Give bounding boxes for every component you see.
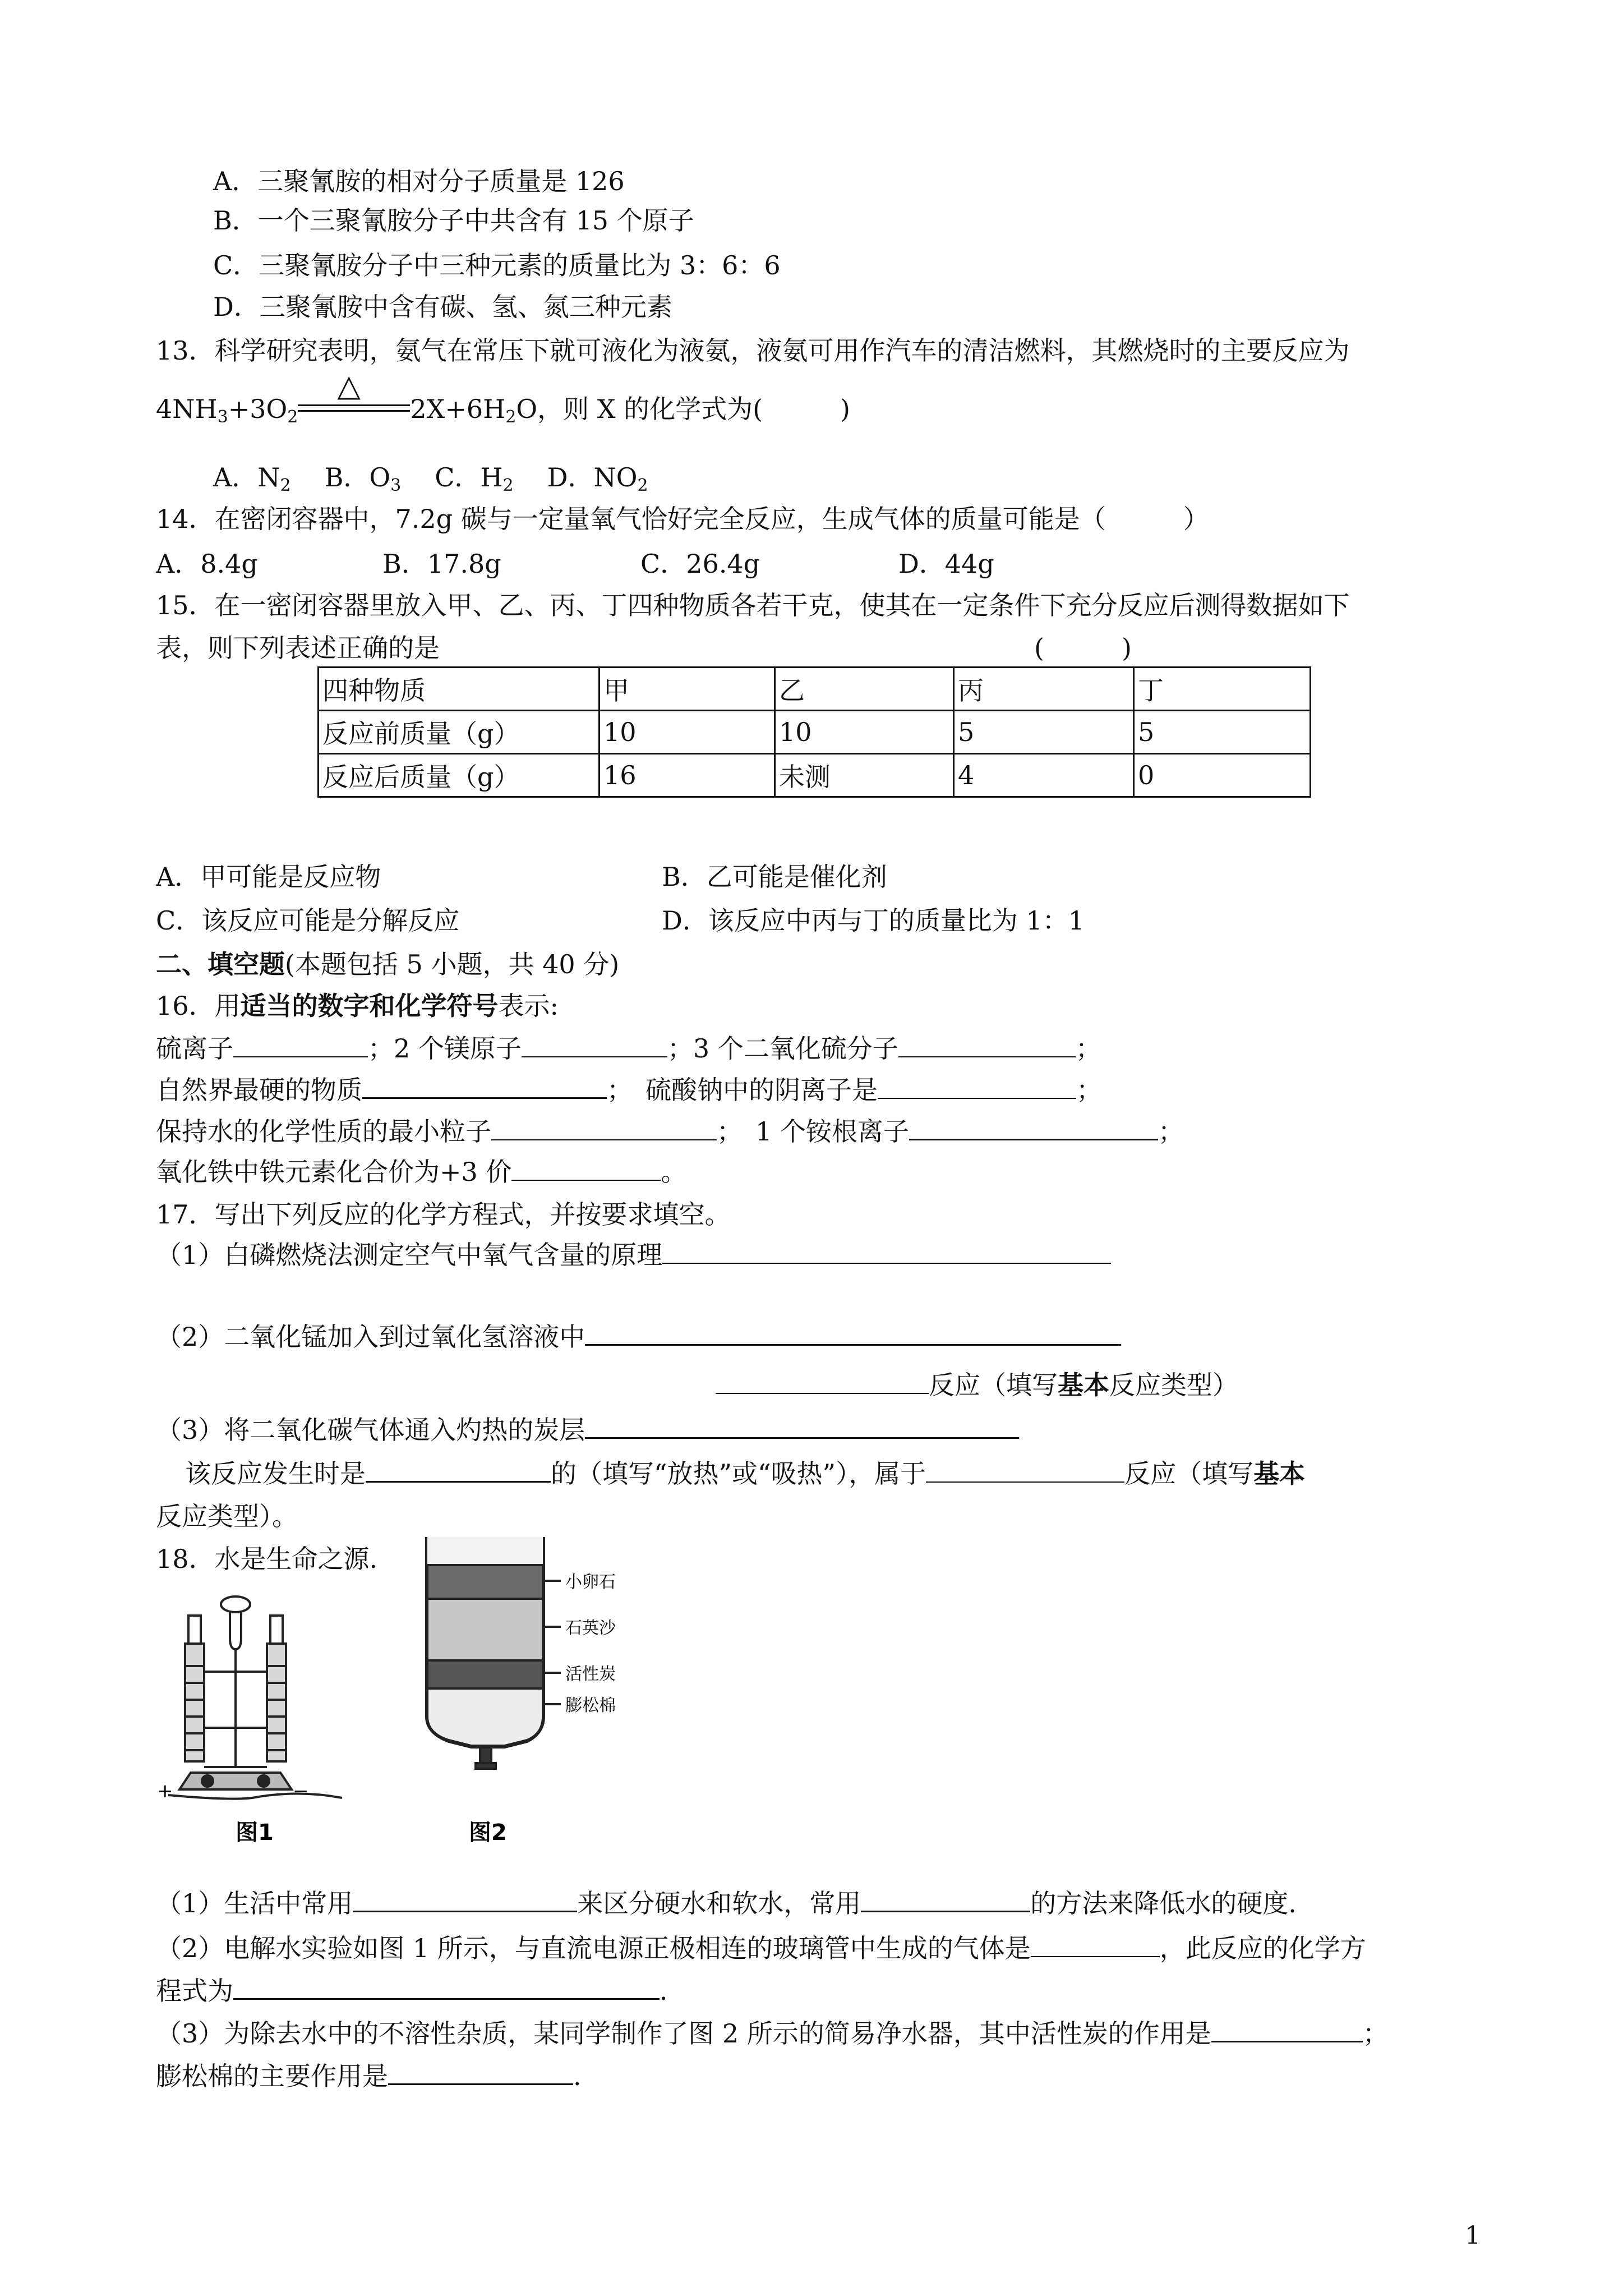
table-cell: 5 — [1134, 711, 1311, 754]
q14-option-b: B．17.8g — [382, 549, 501, 579]
q18-part2: （2）电解水实验如图 1 所示，与直流电源正极相连的玻璃管中生成的气体是 ，此反应的化学方 — [156, 1933, 1366, 1963]
table-cell: 16 — [600, 754, 775, 797]
q12-option-c: C．三聚氰胺分子中三种元素的质量比为 3：6：6 — [213, 250, 781, 280]
water-purifier-figure — [415, 1531, 639, 1846]
table-cell: 10 — [775, 711, 954, 754]
q12-option-b: B．一个三聚氰胺分子中共含有 15 个原子 — [213, 205, 694, 236]
filter-layer-label: 石英沙 — [565, 1618, 616, 1638]
q16-line4: 氧化铁中铁元素化合价为+3 价 。 — [156, 1157, 687, 1187]
table-cell: 未测 — [775, 754, 954, 797]
table-cell: 10 — [600, 711, 775, 754]
answer-blank[interactable] — [388, 2061, 573, 2085]
q15-option-c: C．该反应可能是分解反应 — [156, 905, 460, 936]
table-row — [319, 668, 1311, 711]
q14-stem: 14．在密闭容器中，7.2g 碳与一定量氧气恰好完全反应，生成气体的质量可能是（ ） — [156, 504, 1209, 534]
table-cell: 5 — [954, 711, 1134, 754]
q15-stem-line1: 15．在一密闭容器里放入甲、乙、丙、丁四种物质各若干克，使其在一定条件下充分反应后测得数据如下 — [156, 590, 1350, 620]
answer-blank[interactable] — [926, 1459, 1124, 1483]
answer-blank[interactable] — [366, 1458, 551, 1483]
q17-part3: （3）将二氧化碳气体通入灼热的炭层 — [156, 1414, 1019, 1446]
page-number: 1 — [1465, 2221, 1481, 2250]
q15-answer-paren: ( ) — [1034, 633, 1132, 663]
q13-equation: $4NH_3+3O_2$ △ $2X+6H_2O$，则 X 的化学式为( ) — [156, 368, 851, 427]
answer-blank[interactable] — [491, 1117, 717, 1140]
q15-data-table — [317, 666, 1311, 798]
q16-line1: 硫离子 ；2 个镁原子 ；3 个二氧化硫分子 ； — [156, 1033, 1101, 1064]
q17-part2: （2）二氧化锰加入到过氧化氢溶液中 — [156, 1320, 1121, 1353]
table-header-cell: 丙 — [954, 668, 1134, 711]
answer-blank[interactable] — [861, 1888, 1030, 1912]
q17-part3-type: 反应类型）。 — [156, 1501, 298, 1531]
table-header-cell: 丁 — [1134, 668, 1311, 711]
answer-blank[interactable] — [1031, 1934, 1160, 1957]
table-header-cell: 四种物质 — [319, 668, 600, 711]
q14-option-d: D．44g — [898, 549, 994, 579]
heat-triangle-icon: △ — [337, 368, 361, 403]
table-header-cell: 乙 — [775, 668, 954, 711]
table-cell: 反应前质量（g） — [319, 711, 600, 754]
q12-option-a: A．三聚氰胺的相对分子质量是 126 — [213, 166, 625, 196]
q16-line2: 自然界最硬的物质 ； 硫酸钠中的阴离子是 ； — [156, 1075, 1102, 1105]
section-heading: 二、填空题(本题包括 5 小题，共 40 分) — [156, 949, 620, 979]
q15-option-d: D．该反应中丙与丁的质量比为 1：1 — [662, 905, 1085, 936]
q17-part2-type: 反应（填写基本反应类型） — [716, 1369, 1238, 1401]
answer-blank[interactable] — [362, 1075, 607, 1099]
answer-blank[interactable] — [511, 1157, 661, 1181]
q18-part2-equation: 程式为 ． — [156, 1976, 685, 2006]
answer-blank[interactable] — [233, 1976, 660, 2000]
q17-part1: （1）白磷燃烧法测定空气中氧气含量的原理 — [156, 1239, 1111, 1271]
q16-stem: 16．用适当的数字和化学符号表示: — [156, 991, 559, 1021]
answer-blank[interactable] — [1211, 2018, 1363, 2042]
filter-layer-label: 活性炭 — [565, 1664, 616, 1684]
q13-stem: 13．科学研究表明，氨气在常压下就可液化为液氨，液氨可用作汽车的清洁燃料，其燃烧时的主要反应为 — [156, 335, 1350, 366]
electrolysis-apparatus-figure — [151, 1582, 365, 1846]
q15-stem-line2: 表，则下列表述正确的是 — [156, 633, 440, 663]
q16-line3: 保持水的化学性质的最小粒子 ； 1 个铵根离子 ； — [156, 1116, 1184, 1147]
answer-blank[interactable] — [585, 1322, 1121, 1346]
answer-blank[interactable] — [522, 1034, 667, 1057]
answer-blank[interactable] — [353, 1888, 577, 1912]
filter-layer-label: 膨松棉 — [565, 1696, 616, 1715]
answer-blank[interactable] — [898, 1034, 1076, 1057]
table-header-cell: 甲 — [600, 668, 775, 711]
answer-blank[interactable] — [716, 1370, 929, 1394]
figure1-caption: 图1 — [236, 1820, 274, 1846]
q12-option-d: D．三聚氰胺中含有碳、氢、氮三种元素 — [213, 292, 672, 322]
q15-option-b: B．乙可能是催化剂 — [662, 862, 887, 892]
answer-blank[interactable] — [585, 1415, 1019, 1439]
heat-arrow — [298, 368, 410, 422]
q13-options: A．$N_2$ B．$O_3$ C．$H_2$ D．$NO_2$ — [213, 462, 648, 495]
q18-part3-cotton: 膨松棉的主要作用是 . — [156, 2061, 582, 2091]
figure2-caption: 图2 — [469, 1820, 507, 1846]
table-cell: 4 — [954, 754, 1134, 797]
q17-part3-heat: 该反应发生时是 的（填写“放热”或“吸热”），属于 反应（填写基本 — [185, 1458, 1306, 1489]
q18-part3: （3）为除去水中的不溶性杂质，某同学制作了图 2 所示的简易净水器，其中活性炭的作用是 ； — [156, 2018, 1389, 2049]
answer-blank[interactable] — [909, 1116, 1158, 1140]
q14-option-c: C．26.4g — [640, 549, 760, 579]
table-cell: 0 — [1134, 754, 1311, 797]
q17-stem: 17．写出下列反应的化学方程式，并按要求填空。 — [156, 1199, 731, 1230]
table-row — [319, 754, 1311, 797]
answer-blank[interactable] — [233, 1034, 368, 1057]
table-cell: 反应后质量（g） — [319, 754, 600, 797]
q18-part1: （1）生活中常用 来区分硬水和软水，常用 的方法来降低水的硬度. — [156, 1888, 1297, 1918]
negative-terminal-label: − — [293, 1780, 309, 1802]
table-row — [319, 711, 1311, 754]
q18-stem: 18．水是生命之源. — [156, 1544, 378, 1574]
filter-layer-label: 小卵石 — [565, 1572, 616, 1592]
q15-option-a: A．甲可能是反应物 — [156, 862, 381, 892]
positive-terminal-label: + — [157, 1780, 173, 1802]
answer-blank[interactable] — [878, 1075, 1076, 1099]
q14-option-a: A．8.4g — [156, 549, 258, 579]
answer-blank[interactable] — [662, 1240, 1111, 1264]
